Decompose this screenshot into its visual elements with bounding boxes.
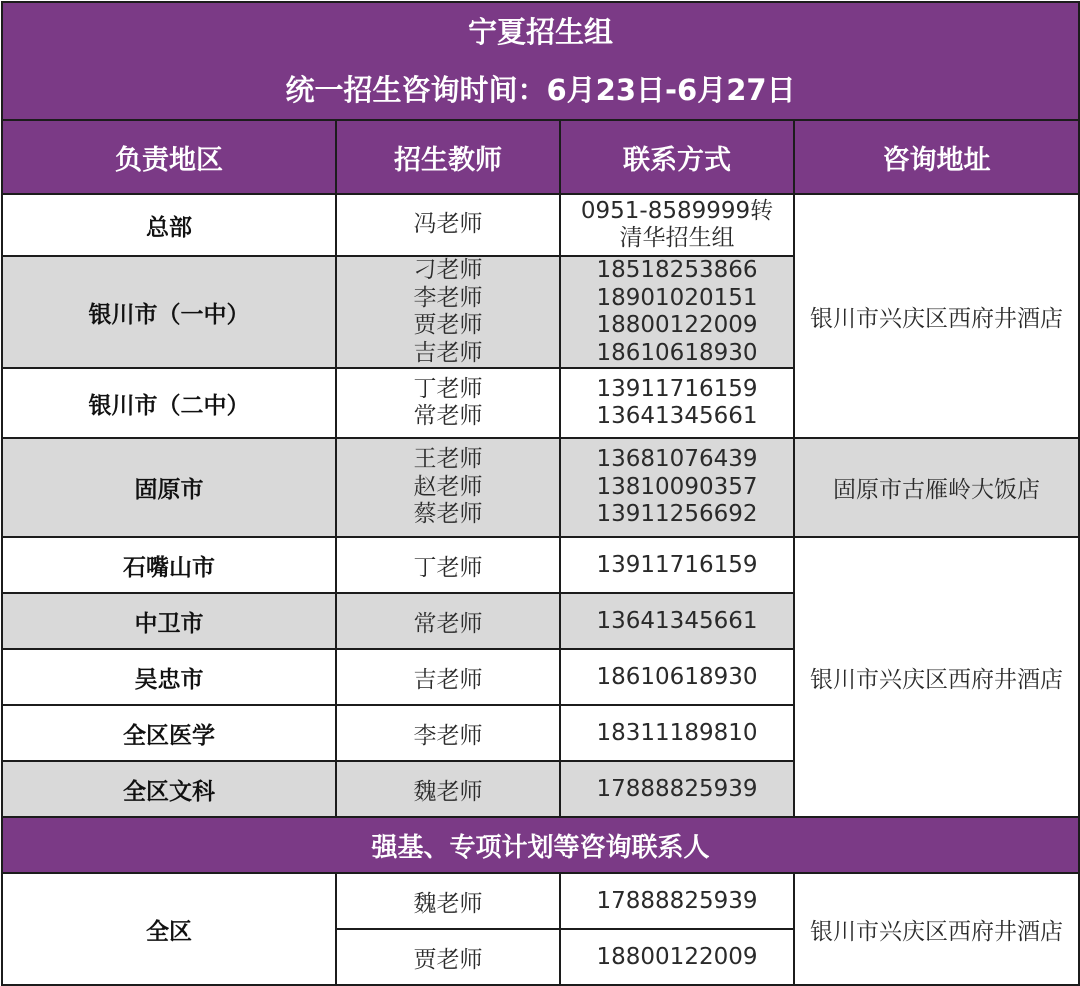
column-header-address: 咨询地址 xyxy=(794,120,1079,194)
teacher-name: 冯老师 xyxy=(413,211,483,238)
address-cell: 银川市兴庆区西府井酒店 xyxy=(794,537,1079,817)
region-cell: 中卫市 xyxy=(2,593,336,649)
phone-cell: 17888825939 xyxy=(560,873,794,929)
phone-number: 13681076439 xyxy=(596,446,758,473)
region-cell: 银川市（一中） xyxy=(2,256,336,368)
column-header-teacher: 招生教师 xyxy=(336,120,560,194)
phone-cell xyxy=(560,256,794,368)
phone-cell: 18610618930 xyxy=(560,649,794,705)
phone-cell: 17888825939 xyxy=(560,761,794,817)
teacher-cell xyxy=(336,194,560,256)
teacher-name: 王老师 xyxy=(413,446,483,473)
phone-number: 18800122009 xyxy=(596,312,758,338)
phone-cell xyxy=(560,438,794,537)
phone-number: 13911256692 xyxy=(596,501,758,528)
phone-cell xyxy=(560,368,794,438)
phone-cell xyxy=(560,194,794,256)
teacher-cell xyxy=(336,256,560,368)
teacher-cell: 常老师 xyxy=(336,593,560,649)
phone-number: 13641345661 xyxy=(596,403,758,429)
table-title: 宁夏招生组 xyxy=(468,15,614,49)
teacher-cell xyxy=(336,438,560,537)
phone-number: 13911716159 xyxy=(596,375,758,402)
region-cell: 吴忠市 xyxy=(2,649,336,705)
phone-number: 18901020151 xyxy=(596,284,758,311)
phone-cell: 13911716159 xyxy=(560,537,794,593)
teacher-cell: 李老师 xyxy=(336,705,560,761)
region-cell: 总部 xyxy=(2,194,336,256)
table-row xyxy=(2,194,1079,256)
contact-table xyxy=(1,1,1080,986)
region-cell: 全区医学 xyxy=(2,705,336,761)
address-cell: 银川市兴庆区西府井酒店 xyxy=(794,873,1079,985)
teacher-name: 丁老师 xyxy=(413,375,483,402)
region-cell: 全区 xyxy=(2,873,336,985)
teacher-cell: 魏老师 xyxy=(336,873,560,929)
phone-number: 18518253866 xyxy=(596,257,758,283)
region-cell: 银川市（二中） xyxy=(2,368,336,438)
section-title: 强基、专项计划等咨询联系人 xyxy=(2,817,1079,873)
phone-number: 13810090357 xyxy=(596,473,758,500)
table-title-cell xyxy=(2,2,1079,120)
region-cell: 全区文科 xyxy=(2,761,336,817)
teacher-cell: 丁老师 xyxy=(336,537,560,593)
teacher-name: 蔡老师 xyxy=(413,501,483,528)
phone-cell: 13641345661 xyxy=(560,593,794,649)
phone-number: 0951-8589999转 xyxy=(580,197,774,224)
teacher-cell: 贾老师 xyxy=(336,929,560,985)
phone-cell: 18311189810 xyxy=(560,705,794,761)
teacher-name: 李老师 xyxy=(413,284,483,311)
column-header-contact: 联系方式 xyxy=(560,120,794,194)
teacher-name: 常老师 xyxy=(413,403,483,429)
table-row xyxy=(2,537,1079,593)
teacher-cell: 魏老师 xyxy=(336,761,560,817)
teacher-name: 刁老师 xyxy=(413,257,483,283)
teacher-name: 贾老师 xyxy=(413,312,483,338)
teacher-cell: 吉老师 xyxy=(336,649,560,705)
table-row xyxy=(2,873,1079,929)
teacher-name: 吉老师 xyxy=(413,339,483,366)
teacher-cell xyxy=(336,368,560,438)
region-cell: 石嘴山市 xyxy=(2,537,336,593)
consult-period: 统一招生咨询时间：6月23日-6月27日 xyxy=(285,73,796,107)
phone-cell: 18800122009 xyxy=(560,929,794,985)
region-cell: 固原市 xyxy=(2,438,336,537)
address-cell: 固原市古雁岭大饭店 xyxy=(794,438,1079,537)
phone-note: 清华招生组 xyxy=(619,225,735,251)
table-row xyxy=(2,438,1079,537)
phone-number: 18610618930 xyxy=(596,339,758,366)
column-header-region: 负责地区 xyxy=(2,120,336,194)
teacher-name: 赵老师 xyxy=(413,473,483,500)
column-header-row xyxy=(2,120,1079,194)
address-cell: 银川市兴庆区西府井酒店 xyxy=(794,194,1079,438)
